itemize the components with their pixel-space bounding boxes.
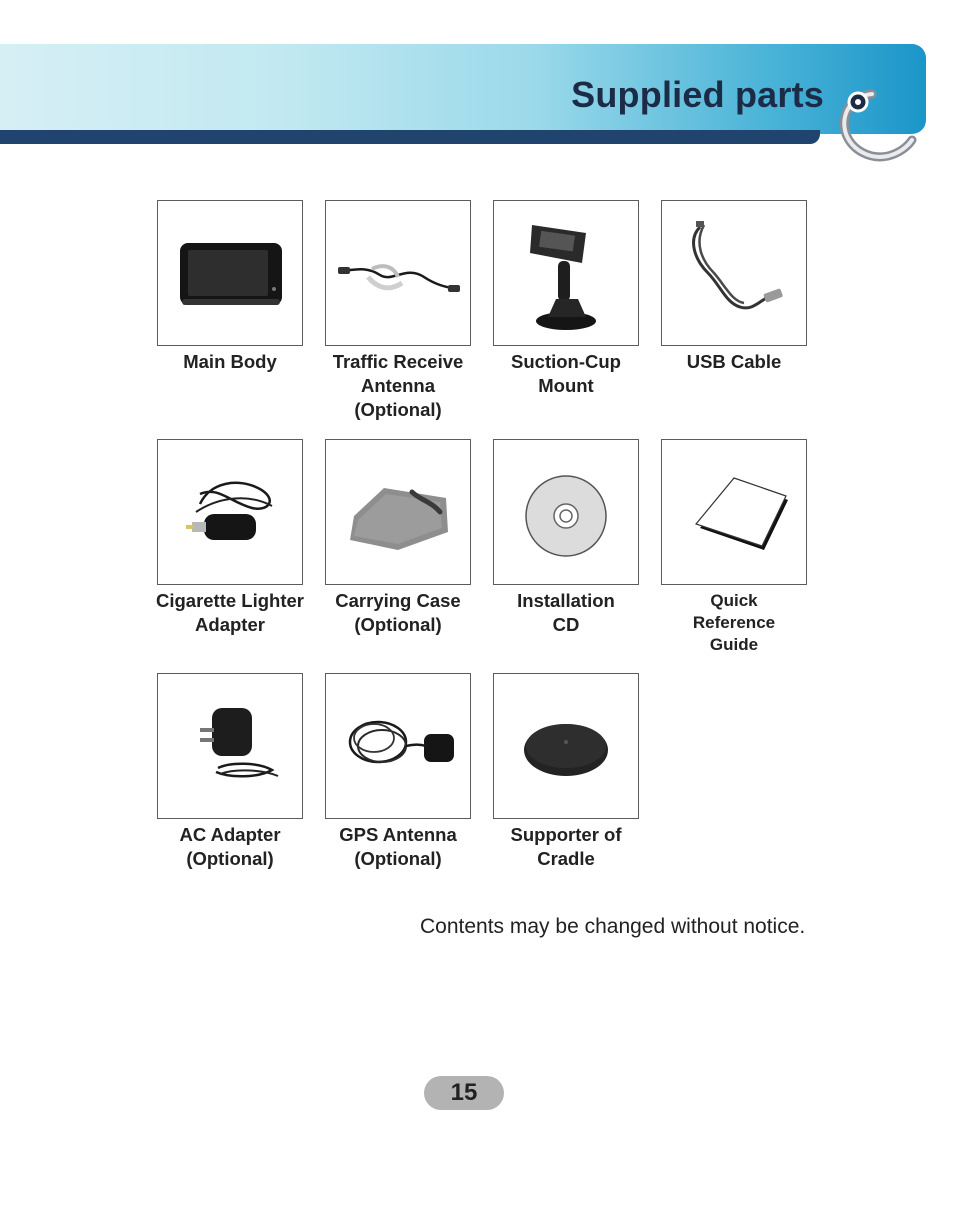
supporter-of-cradle-photo [493,673,639,819]
part-installation-cd [481,439,651,637]
part-label: USB Cable [686,351,782,372]
cd-icon [496,442,636,582]
part-carrying-case [313,439,483,637]
ac-adapter-icon [160,676,300,816]
traffic-antenna-icon [328,203,468,343]
page-title: Supplied parts [571,74,824,115]
part-main-body [145,200,315,374]
part-traffic-antenna [313,200,483,422]
part-label: Carrying Case (Optional) [335,590,461,635]
carrying-case-photo [325,439,471,585]
usb-cable-photo [661,200,807,346]
part-label: Cigarette Lighter Adapter [155,590,305,635]
usb-cable-icon [664,203,804,343]
part-label: Quick Reference Guide [692,591,776,654]
car-charger-photo [157,439,303,585]
part-usb-cable [649,200,819,374]
part-label: AC Adapter (Optional) [179,824,281,869]
cradle-disc-icon [496,676,636,816]
part-label: Traffic Receive Antenna (Optional) [332,351,464,420]
gps-device-icon [160,203,300,343]
part-quick-reference-guide [649,439,819,656]
notice-text: Contents may be changed without notice. [420,915,806,938]
gps-antenna-photo [325,673,471,819]
main-body-photo [157,200,303,346]
part-gps-antenna [313,673,483,871]
part-label: Main Body [183,351,277,372]
traffic-antenna-photo [325,200,471,346]
part-label: Installation CD [517,590,615,635]
ac-adapter-photo [157,673,303,819]
suction-cup-mount-icon [496,203,636,343]
part-supporter-of-cradle [481,673,651,871]
part-suction-cup-mount [481,200,651,398]
header-underline-bar [0,130,820,144]
part-label: Suction-Cup Mount [511,351,621,396]
suction-cup-mount-photo [493,200,639,346]
part-ac-adapter [145,673,315,871]
page-number-badge: 15 [424,1076,504,1110]
car-charger-icon [160,442,300,582]
carrying-case-icon [328,442,468,582]
installation-cd-photo [493,439,639,585]
gps-antenna-icon [328,676,468,816]
part-label: GPS Antenna (Optional) [339,824,457,869]
quick-reference-guide-photo [661,439,807,585]
part-cigarette-lighter-adapter [145,439,315,637]
part-label: Supporter of Cradle [510,824,622,869]
binder-ring-icon [836,80,920,164]
guide-booklet-icon [664,442,804,582]
